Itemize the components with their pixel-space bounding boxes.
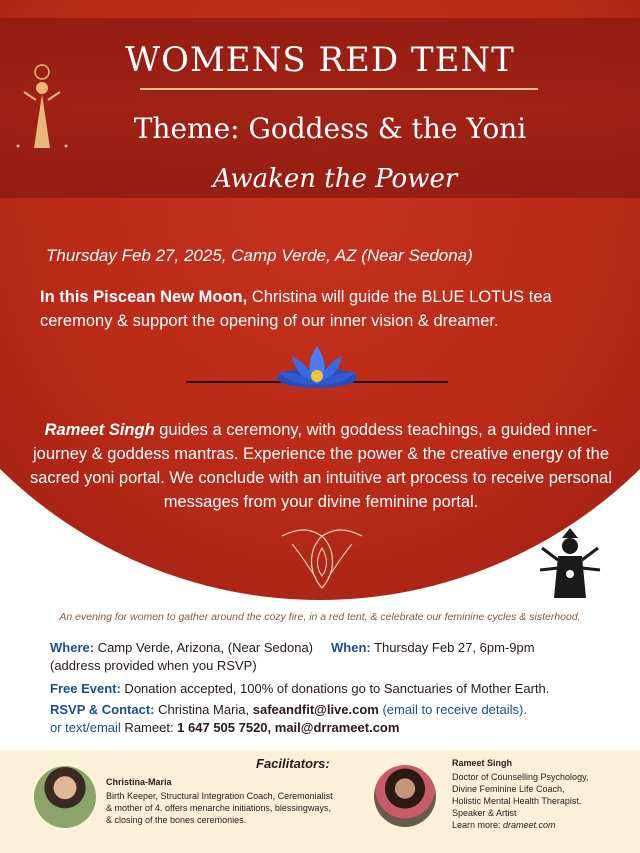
yoni-hands-icon — [272, 516, 372, 592]
avatar-rameet — [374, 765, 436, 827]
intro-text: Christina will guide the BLUE LOTUS tea ceremony & support the opening of our inner vision & dreamer. — [40, 288, 552, 330]
rameet-bio — [452, 771, 632, 831]
event-date-line: Thursday Feb 27, 2025, Camp Verde, AZ (Near Sedona) — [46, 246, 473, 265]
rsvp-row — [50, 702, 527, 717]
facilitator-name-inline: Rameet Singh — [44, 421, 155, 439]
free-event-row — [50, 681, 549, 696]
rsvp-label: RSVP & Contact: — [50, 702, 155, 717]
christina-bio: Birth Keeper, Structural Integration Coach, Ceremonialist & mother of 4. offers menarche initiations, blessingways, & closing of the bones ceremonies. — [106, 791, 333, 825]
tagline: Awaken the Power — [212, 164, 458, 194]
theme-heading: Theme: Goddess & the Yoni — [133, 112, 527, 145]
address-note: (address provided when you RSVP) — [50, 658, 257, 673]
rameet-label: Rameet: — [120, 720, 178, 735]
rsvp-note: (email to receive details). — [378, 702, 527, 717]
title-underline — [140, 88, 538, 90]
rameet-learn-more — [452, 819, 632, 831]
rameet-bio-line-4: Speaker & Artist — [452, 808, 517, 818]
where-label: Where: — [50, 640, 95, 655]
avatar-christina — [34, 766, 96, 828]
rameet-bio-line-2: Divine Feminine Life Coach, — [452, 784, 565, 794]
blue-lotus-icon — [272, 338, 362, 408]
where-when-row — [50, 640, 535, 655]
free-event-label: Free Event: — [50, 681, 121, 696]
evening-caption: An evening for women to gather around the cozy fire, in a red tent, & celebrate our feminine cycles & sisterhood. — [59, 611, 581, 623]
rsvp-email-link[interactable]: safeandfit@live.com — [252, 702, 379, 717]
intro-paragraph — [40, 285, 620, 333]
description-paragraph — [22, 418, 620, 514]
intro-lead: In this Piscean New Moon, — [40, 288, 248, 306]
learn-more-link[interactable]: drameet.com — [503, 820, 556, 830]
rameet-email-link[interactable]: mail@drrameet.com — [271, 720, 400, 735]
rameet-name: Rameet Singh — [452, 758, 513, 768]
learn-more-label: Learn more: — [452, 820, 504, 830]
when-label: When: — [331, 640, 371, 655]
or-text: or text/email — [50, 720, 121, 735]
when-value: Thursday Feb 27, 6pm-9pm — [370, 640, 535, 655]
page-title: WOMENS RED TENT — [125, 40, 515, 80]
christina-name: Christina-Maria — [106, 777, 172, 787]
facilitators-heading: Facilitators: — [256, 756, 330, 771]
description-text: guides a ceremony, with goddess teachings, a guided inner-journey & goddess mantras. Experience the power & the creative energy of the sacred yoni portal. We conclude with an intuitive art process to receive personal messages from your divine feminine portal. — [29, 421, 613, 511]
where-value: Camp Verde, Arizona, (Near Sedona) — [94, 640, 314, 655]
free-event-value: Donation accepted, 100% of donations go to Sanctuaries of Mother Earth. — [120, 681, 550, 696]
goddess-figure-icon — [534, 524, 606, 602]
rameet-contact-row — [50, 720, 399, 735]
rameet-bio-line-3: Holistic Mental Health Therapist. — [452, 796, 582, 806]
rsvp-name: Christina Maria, — [154, 702, 253, 717]
rameet-bio-line-1: Doctor of Counselling Psychology, — [452, 772, 589, 782]
rameet-phone-link[interactable]: 1 647 505 7520, — [177, 720, 272, 735]
